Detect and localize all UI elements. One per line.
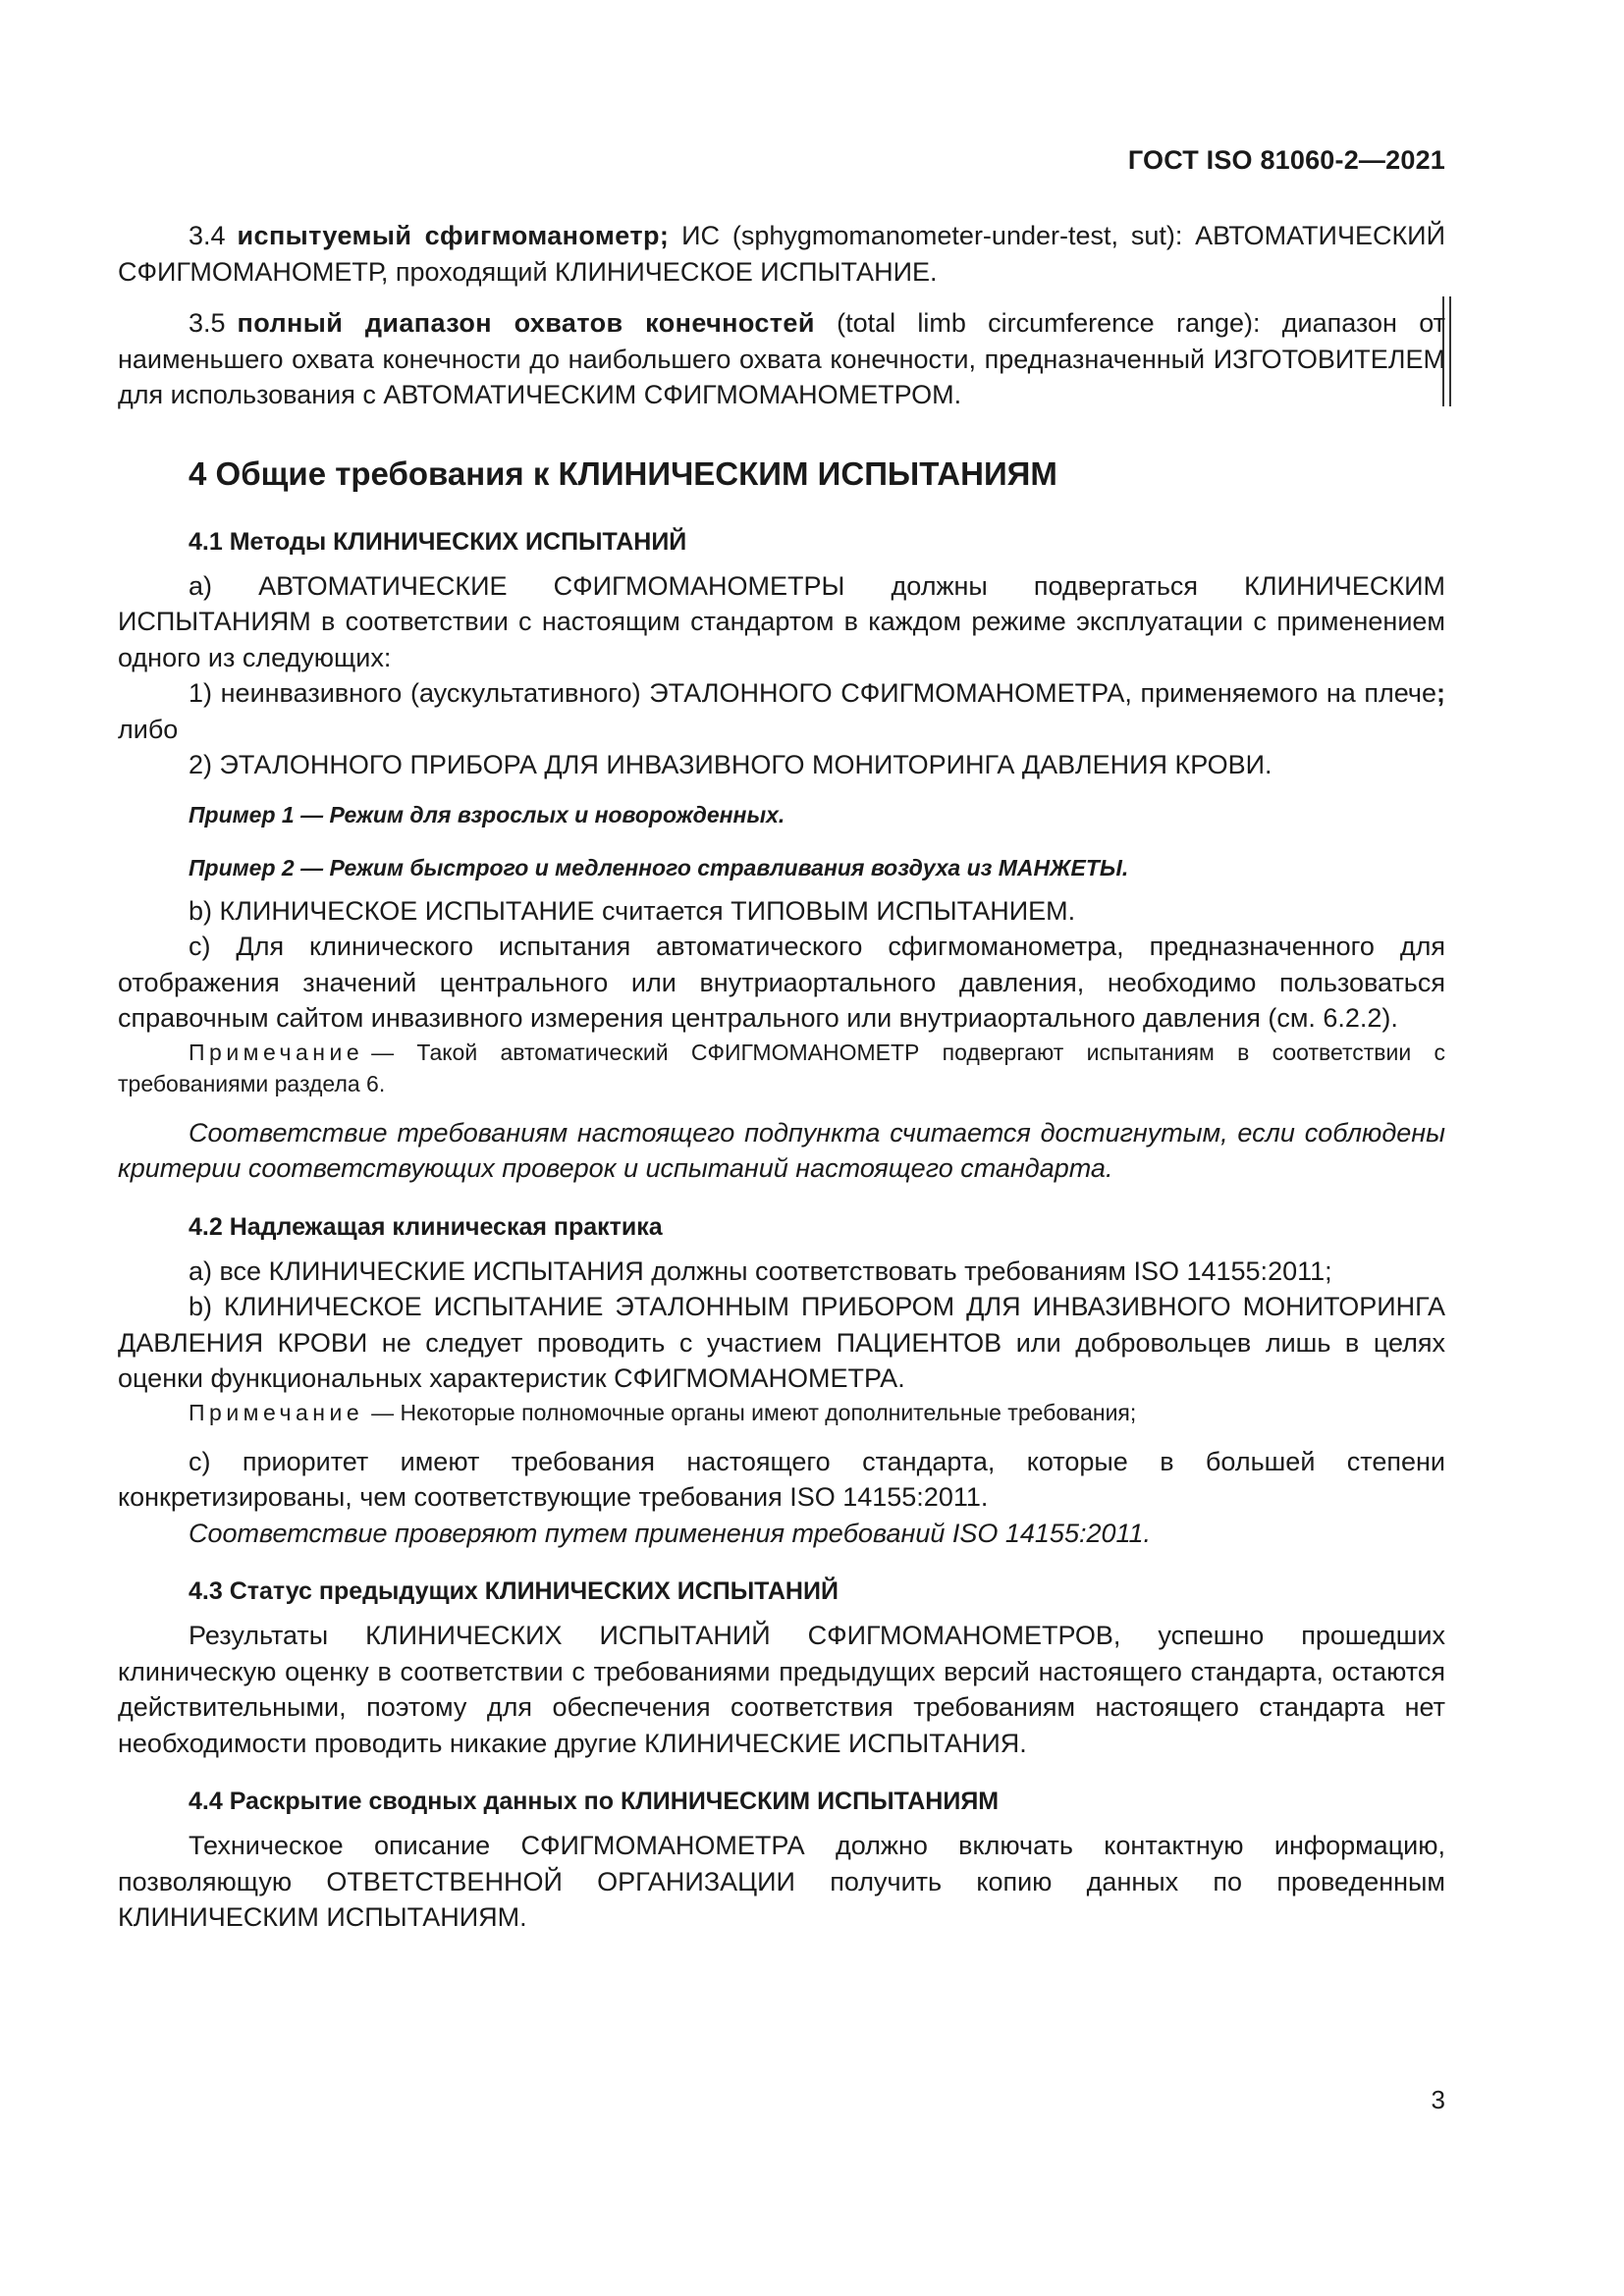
subsection-4-1-heading: 4.1 Методы КЛИНИЧЕСКИХ ИСПЫТАНИЙ	[189, 527, 687, 556]
document-code-header: ГОСТ ISO 81060-2—2021	[1127, 145, 1445, 175]
definition-number: 3.4	[189, 221, 226, 250]
item-4-2-b: b) КЛИНИЧЕСКОЕ ИСПЫТАНИЕ ЭТАЛОННЫМ ПРИБОРОМ ДЛЯ ИНВАЗИВНОГО МОНИТОРИНГА ДАВЛЕНИЯ КРОВИ не следует проводить с участием ПАЦИЕНТОВ или добровольцев лишь в целях оценки функциональных характеристик СФИГМОМАНОМЕТРА.	[118, 1292, 1445, 1393]
compliance-4-2: Соответствие проверяют путем применения требований ISO 14155:2011.	[189, 1518, 1152, 1548]
example-2: Пример 2 — Режим быстрого и медленного стравливания воздуха из МАНЖЕТЫ.	[189, 854, 1129, 881]
note-4-2	[118, 1397, 1445, 1428]
subsection-4-4-text: Техническое описание СФИГМОМАНОМЕТРА должно включать контактную информацию, позволяющую ОТВЕТСТВЕННОЙ ОРГАНИЗАЦИИ получить копию данных по проведенным КЛИНИЧЕСКИМ ИСПЫТАНИЯМ.	[118, 1831, 1445, 1932]
note-text: — Некоторые полномочные органы имеют дополнительные требования;	[371, 1399, 1137, 1425]
example-1: Пример 1 — Режим для взрослых и новорожденных.	[189, 801, 785, 828]
item-4-1-a-2: 2) ЭТАЛОННОГО ПРИБОРА ДЛЯ ИНВАЗИВНОГО МОНИТОРИНГА ДАВЛЕНИЯ КРОВИ.	[189, 750, 1272, 779]
item-4-1-a: а) АВТОМАТИЧЕСКИЕ СФИГМОМАНОМЕТРЫ должны подвергаться КЛИНИЧЕСКИМ ИСПЫТАНИЯМ в соответствии с настоящим стандартом в каждом режиме эксплуатации с применением одного из следующих:	[118, 570, 1445, 672]
note-label: Примечание	[189, 1399, 364, 1425]
subsection-4-2-heading: 4.2 Надлежащая клиническая практика	[189, 1212, 663, 1241]
definition-term: испытуемый сфигмоманометр;	[237, 221, 670, 250]
item-4-1-a-1	[118, 675, 1445, 747]
subsection-4-3-heading: 4.3 Статус предыдущих КЛИНИЧЕСКИХ ИСПЫТАНИЙ	[189, 1577, 839, 1605]
page-body	[118, 218, 1445, 1936]
section-4-title: 4 Общие требования к КЛИНИЧЕСКИМ ИСПЫТАНИЯМ	[189, 454, 1057, 492]
subsection-4-4-heading: 4.4 Раскрытие сводных данных по КЛИНИЧЕСКИМ ИСПЫТАНИЯМ	[189, 1788, 1000, 1815]
subsection-4-3-text: Результаты КЛИНИЧЕСКИХ ИСПЫТАНИЙ СФИГМОМАНОМЕТРОВ, успешно прошедших клиническую оценку в соответствии с требованиями предыдущих версий настоящего стандарта, остаются действительными, поэтому для обеспечения соответствия требованиям настоящего стандарта нет необходимости проводить никакие другие КЛИНИЧЕСКИЕ ИСПЫТАНИЯ.	[118, 1621, 1445, 1758]
item-4-1-c: с) Для клинического испытания автоматического сфигмоманометра, предназначенного для отображения значений центрального или внутриаортального давления, необходимо пользоваться справочным сайтом инвазивного измерения центрального или внутриаортального давления (см. 6.2.2).	[118, 932, 1445, 1033]
definition-term: полный диапазон охватов конечностей	[237, 308, 815, 338]
note-text: — Такой автоматический СФИГМОМАНОМЕТР подвергают испытаниям в соответствии с требованиями раздела 6.	[118, 1039, 1445, 1096]
item-4-2-a: а) все КЛИНИЧЕСКИЕ ИСПЫТАНИЯ должны соответствовать требованиям ISO 14155:2011;	[189, 1255, 1332, 1286]
item-separator: ;	[1436, 678, 1445, 708]
definition-3-5	[118, 305, 1445, 413]
compliance-4-1: Соответствие требованиям настоящего подпункта считается достигнутым, если соблюдены критерии соответствующих проверок и испытаний настоящего стандарта.	[118, 1117, 1445, 1183]
definition-3-4	[118, 218, 1445, 290]
definition-text: (total limb circumference range): диапазон от наименьшего охвата конечности до наибольшего охвата конечности, предназначенный ИЗГОТОВИТЕЛЕМ для использования с АВТОМАТИЧЕСКИМ СФИГМОМАНОМЕТРОМ.	[118, 308, 1445, 409]
item-4-2-c: с) приоритет имеют требования настоящего стандарта, которые в большей степени конкретизированы, чем соответствующие требования ISO 14155:2011.	[118, 1446, 1445, 1512]
note-label: Примечание	[189, 1039, 364, 1065]
item-4-1-b: b) КЛИНИЧЕСКОЕ ИСПЫТАНИЕ считается ТИПОВЫМ ИСПЫТАНИЕМ.	[189, 895, 1076, 926]
definition-number: 3.5	[189, 308, 226, 338]
page-number: 3	[1431, 2085, 1445, 2114]
item-text: 1) неинвазивного (аускультативного) ЭТАЛОННОГО СФИГМОМАНОМЕТРА, применяемого на плече	[189, 678, 1436, 708]
item-text-tail: либо	[118, 714, 179, 744]
note-4-1	[118, 1037, 1445, 1099]
definition-text: ИС (sphygmomanometer-under-test, sut): АВТОМАТИЧЕСКИЙ СФИГМОМАНОМЕТР, проходящий КЛИНИЧЕСКОЕ ИСПЫТАНИЕ.	[118, 221, 1445, 287]
